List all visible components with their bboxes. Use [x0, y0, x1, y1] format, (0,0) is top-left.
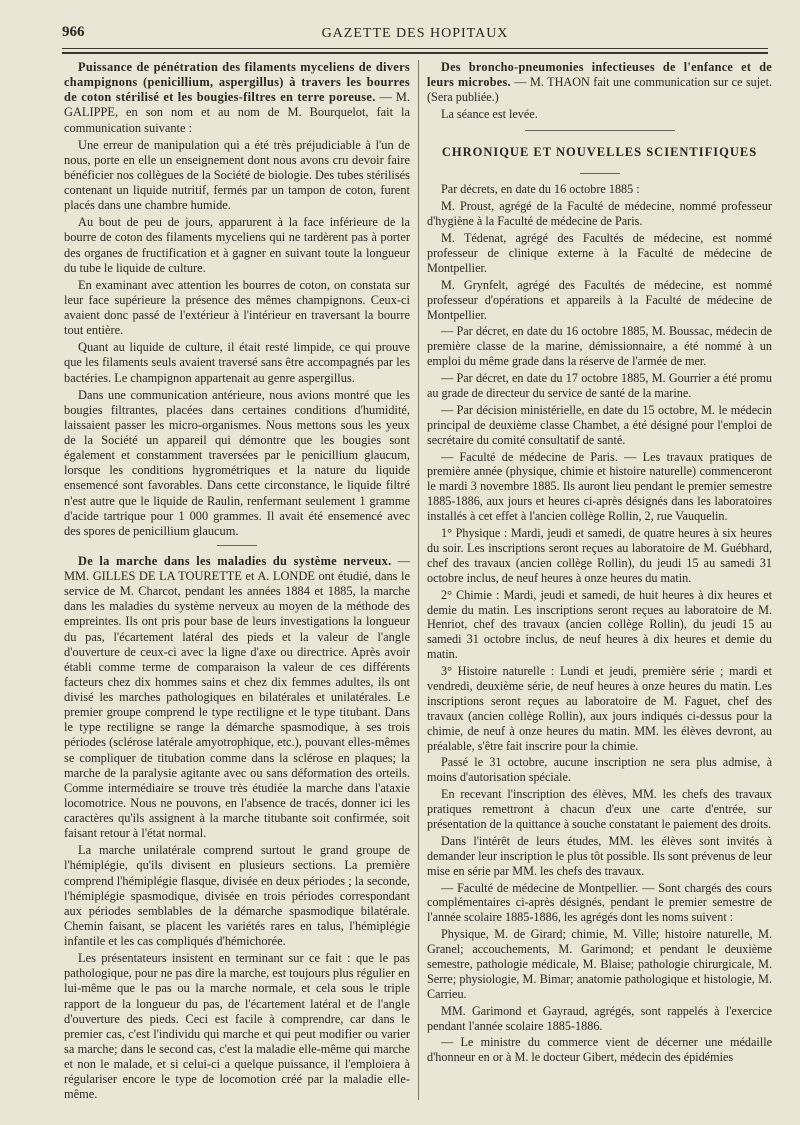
header-rule	[62, 48, 768, 49]
news-item: — Par décision ministérielle, en date du 15 octobre, M. le médecin principal de deuxième classe Chambet, a été désigné pour l'emploi de secrétaire du comité consultatif de santé.	[427, 402, 772, 447]
news-item: — Faculté de médecine de Montpellier. — Sont chargés des cours complémentaires ci-après désignés, pendant le premier semestre de l'année scolaire 1885-1886, les agrégés dont les noms suivent :	[427, 880, 772, 925]
news-item: 3° Histoire naturelle : Lundi et jeudi, première série ; mardi et vendredi, deuxième série, de neuf heures à onze heures du matin. Les inscriptions seront reçues au laboratoire de M. Faguet, chef des travaux (ancien collège Rollin), aux jours indiqués ci-dessus pour la chimie, de neuf à onze heures du matin. MM. les élèves devront, au préalable, s'être fait inscrire pour la chimie.	[427, 664, 772, 753]
left-column	[64, 60, 410, 1104]
news-item: Dans l'intérêt de leurs études, MM. les élèves sont invités à demander leur inscription le plus tôt possible. Ils sont prévenus de leur mise en série par MM. les chefs des travaux.	[427, 833, 772, 878]
news-item: M. Proust, agrégé de la Faculté de médecine, nommé professeur d'hygiène à la Faculté de médecine de Paris.	[427, 199, 772, 229]
news-item: En recevant l'inscription des élèves, MM. les chefs des travaux pratiques remettront à chacun d'eux une carte d'entrée, sur présentation de la quittance à souche constatant le paiement des droits.	[427, 787, 772, 831]
news-item: 1° Physique : Mardi, jeudi et samedi, de quatre heures à six heures du soir. Les inscriptions seront reçues au laboratoire de M. Guébhard, chef des travaux (ancien collège Rollin), du jeudi 15 au samedi 31 octobre inclus, de neuf heures à onze heures du matin.	[427, 526, 772, 585]
right-column	[427, 60, 772, 1067]
page-header	[62, 22, 768, 46]
journal-title: GAZETTE DES HOPITAUX	[321, 26, 509, 41]
news-item: — Par décret, en date du 17 octobre 1885, M. Gourrier a été promu au grade de directeur du service de santé de la marine.	[427, 371, 772, 401]
column-divider	[418, 60, 419, 1100]
news-item: Physique, M. de Girard; chimie, M. Ville; histoire naturelle, M. Granel; accouchements, M. Garimond; et pendant le deuxième semestre, pathologie médicale, M. Blaise; pathologie chirurgicale, M. Serre; physiologie, M. Bimar; anatomie pathologique et histologie, M. Carrieu.	[427, 927, 772, 1001]
divider	[580, 173, 620, 174]
article-paragraph: En examinant avec attention les bourres de coton, on constata sur leur face supérieure la présence des mêmes champignons. Ceux-ci avaient donc passé de l'extérieur à l'intérieur en traversant la bourre tout entière.	[64, 277, 410, 338]
article-paragraph: Les présentateurs insistent en terminant sur ce fait : que le pas pathologique, pour ne pas dire la marche, est toujours plus régulier en lui-même que le pas ou la marche normale, et cela sous le triple rapport de la longueur du pas, de l'écartement latéral et de l'angle d'ouverture des pieds. Ceci est facile à comprendre, car dans le premier cas, c'est l'individu qui marche et qui peut modifier ou varier sa marche; dans le second cas, c'est la maladie elle-même qui marche et non le malade, et si celui-ci a quelque puissance, il l'emploiera à régulariser encore le type de locomotion créé par la maladie elle-même.	[64, 951, 410, 1102]
news-item: — Le ministre du commerce vient de décerner une médaille d'honneur en or à M. le docteur Gibert, médecin des épidémies	[427, 1035, 772, 1065]
divider	[217, 545, 257, 546]
news-item: Passé le 31 octobre, aucune inscription ne sera plus admise, à moins d'autorisation spéciale.	[427, 755, 772, 785]
article-paragraph: Quant au liquide de culture, il était resté limpide, ce qui prouve que les filaments seuls avaient traversé sans être accompagnés par les bactéries. Le champignon appartenait au genre aspergillus.	[64, 340, 410, 385]
news-item: MM. Garimond et Gayraud, agrégés, sont rappelés à l'exercice pendant l'année scolaire 1885-1886.	[427, 1003, 772, 1033]
news-item: M. Tédenat, agrégé des Facultés de médecine, est nommé professeur de clinique externe à la Faculté de médecine de Montpellier.	[427, 231, 772, 275]
article-paragraph: Puissance de pénétration des filaments myceliens de divers champignons (penicillium, aspergillus) à travers les bourres de coton stérilisé et les bougies-filtres en terre poreuse. — M. GALIPPE, en son nom et au nom de M. Bourquelot, fait la communication suivante :	[64, 60, 410, 135]
section-title: CHRONIQUE ET NOUVELLES SCIENTIFIQUES	[441, 144, 758, 159]
page-number: 966	[62, 24, 85, 40]
news-item: M. Grynfelt, agrégé des Facultés de médecine, est nommé professeur d'opérations et appareils à la Faculté de médecine de Montpellier.	[427, 277, 772, 322]
news-item: Par décrets, en date du 16 octobre 1885 :	[441, 182, 640, 197]
article-paragraph: La marche unilatérale comprend surtout le grand groupe de l'hémiplégie, qu'ils divisent en plusieurs sections. La première comprend l'hémiplégie flasque, divisée en deux périodes ; la seconde, l'hémiplégie spasmodique, divisée en trois périodes correspondant aux périodes semblables de la démarche spasmodique bilatérale. Chemin faisant, se placent les variétés rares en talus, l'hémiplégie infantile et les cas compliqués d'hémichorée.	[64, 843, 410, 948]
article-paragraph: Au bout de peu de jours, apparurent à la face inférieure de la bourre de coton des filaments myceliens qui ne tardèrent pas à porter des organes de fructification et à gagner en suivant toute la longueur du tube le liquide de culture.	[64, 215, 410, 275]
header-rule-thick	[62, 52, 768, 54]
news-item: — Faculté de médecine de Paris. — Les travaux pratiques de première année (physique, chimie et histoire naturelle) commenceront le mardi 3 novembre 1885. Ils auront lieu pendant le premier semestre 1885-1886, aux jours et heures ci-après désignés dans les laboratoires installés à cet effet à l'ancien collège Rollin, 2, rue Vauquelin.	[427, 449, 772, 524]
divider	[525, 130, 675, 131]
article-paragraph: La séance est levée.	[441, 106, 538, 121]
article-paragraph: De la marche dans les maladies du système nerveux. — MM. GILLES DE LA TOURETTE et A. LONDE ont étudié, dans le service de M. Charcot, pendant les années 1884 et 1885, la marche dans les maladies du système nerveux au moyen de la méthode des empreintes. Ils ont pris pour base de leurs investigations la longueur du pas, l'écartement latéral des pieds et la valeur de l'angle d'ouverture de ceux-ci avec la ligne d'axe ou directrice. Après avoir établi comme terme de comparaison la valeur de ces différents facteurs chez dix hommes sains et chez dix femmes adultes, ils ont divisé les marches pathologiques en bilatérales et unilatérales. Le premier groupe comprend le type rectiligne et le type titubant. Dans le type rectiligne se range la démarche spasmodique, à ses trois périodes (sclérose latérale amyotrophique, etc.), pouvant elles-mêmes se compliquer de titubation comme dans la sclérose en plaques; la marche de la paralysie agitante avec ou sans déformation des orteils. Comme intermédiaire se trouve très étudiée la marche dans l'ataxie locomotrice. Nous ne pouvons, en l'absence de tracés, donner ici les caractères qu'ils assignent à la marche titubante soit confirmée, soit faisant retour à l'état normal.	[64, 553, 410, 841]
news-item: — Par décret, en date du 16 octobre 1885, M. Boussac, médecin de première classe de la marine, démissionnaire, a été nommé à un emploi du même grade dans la réserve de l'armée de mer.	[427, 324, 772, 369]
article-title: Puissance de pénétration des filaments myceliens de divers champignons (penicillium, aspergillus) à travers les bourres de coton stérilisé et les bougies-filtres en terre poreuse.	[64, 60, 410, 105]
article-paragraph: Dans une communication antérieure, nous avions montré que les bougies filtrantes, placées dans certaines conditions d'humidité, laissaient passer les micro-organismes. Nous mettons sous les yeux de la Société un appareil qui démontre que les bougies sont également et constamment traversées par le penicillium glaucum, lorsque les conditions hygrométriques et la nature du liquide ensemencé sont favorables. Dans cette circonstance, le liquide filtré n'est autre que le liquide de Raulin, renfermant seulement 1 gramme d'acide tartrique pour 1 000 grammes. Il avait été ensemencé avec des spores de penicillium glaucum.	[64, 387, 410, 538]
article-title: Des broncho-pneumonies infectieuses de l'enfance et de leurs microbes.	[427, 60, 772, 89]
news-item: 2° Chimie : Mardi, jeudi et samedi, de huit heures à dix heures et demie du matin. Les inscriptions seront reçues au laboratoire de M. Henriot, chef des travaux (ancien collège Rollin), du jeudi 15 au samedi 31 octobre inclus, de neuf heures à dix heures et demie du matin.	[427, 587, 772, 662]
article-paragraph: Une erreur de manipulation qui a été très préjudiciable à l'un de nous, porte en elle un enseignement dont nous avons cru devoir faire bénéficier nos collègues de la Société de biologie. Des tubes stérilisés contenant un liquide nutritif, fermés par un tampon de coton, furent placés dans une chambre humide.	[64, 137, 410, 213]
article-title: De la marche dans les maladies du système nerveux.	[78, 553, 392, 568]
article-paragraph: Des broncho-pneumonies infectieuses de l'enfance et de leurs microbes. — M. THAON fait une communication sur ce sujet. (Sera publiée.)	[427, 60, 773, 104]
